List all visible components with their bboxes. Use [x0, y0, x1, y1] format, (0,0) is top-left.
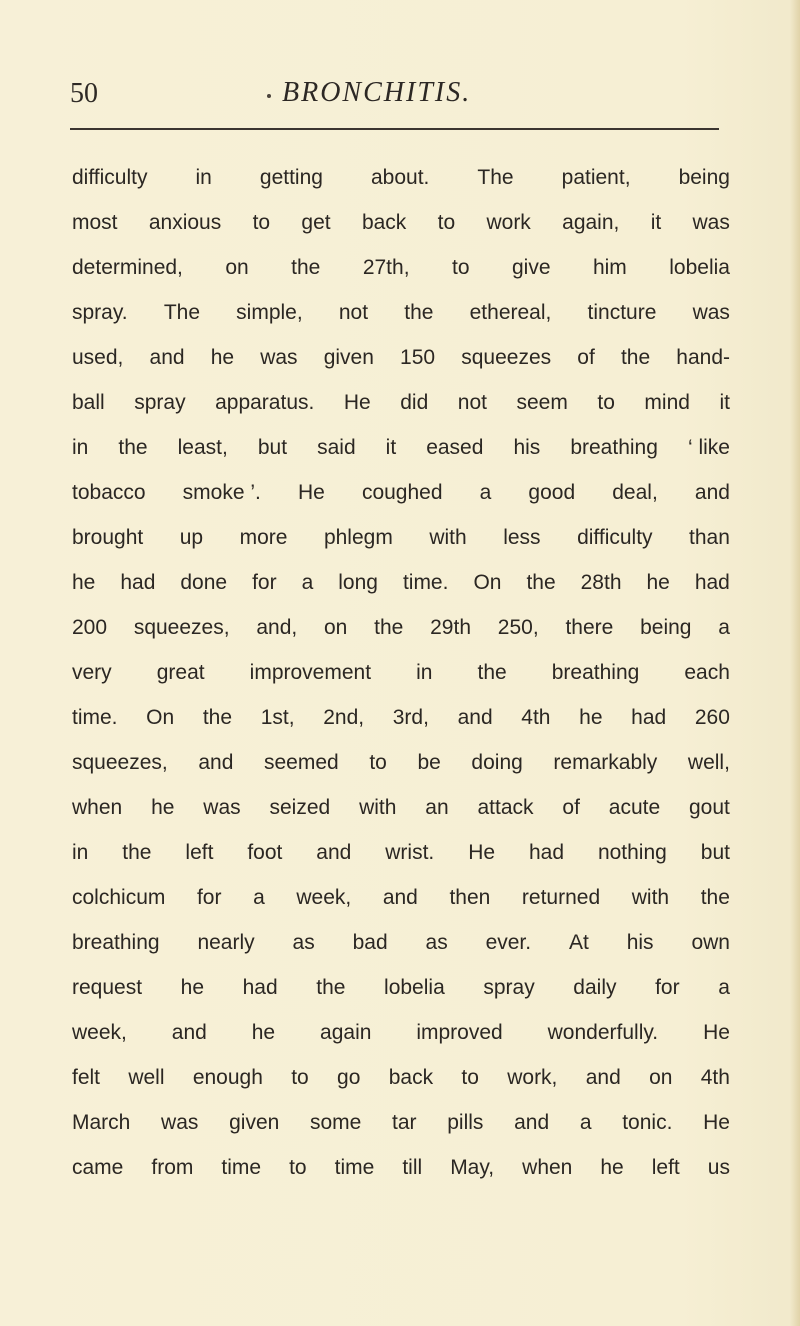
body-word: in: [195, 166, 212, 189]
body-word: spray: [134, 391, 186, 414]
body-word: work: [486, 211, 531, 234]
body-word: felt: [72, 1066, 101, 1089]
body-word: left: [651, 1156, 680, 1179]
body-word: very: [72, 661, 112, 684]
body-line: [72, 200, 730, 245]
body-word: and: [316, 841, 352, 864]
body-word: ethereal,: [469, 301, 552, 324]
body-word: acute: [608, 796, 661, 819]
body-word: the: [404, 301, 434, 324]
body-word: attack: [477, 796, 534, 819]
body-word: the: [202, 706, 233, 729]
body-word: with: [429, 526, 467, 549]
body-word: smoke ’.: [182, 481, 261, 504]
body-word: he: [72, 571, 96, 594]
body-word: and: [171, 1021, 207, 1044]
body-word: of: [562, 796, 580, 819]
body-word: on: [649, 1066, 673, 1089]
body-word: to: [291, 1066, 309, 1089]
body-word: seemed: [264, 751, 339, 774]
body-word: to: [289, 1156, 307, 1179]
body-word: most: [72, 211, 118, 234]
body-word: a: [301, 571, 314, 594]
body-line: [72, 1010, 730, 1055]
body-word: given: [323, 346, 374, 369]
body-word: was: [161, 1111, 199, 1134]
body-word: it: [719, 391, 730, 414]
body-word: had: [528, 841, 565, 864]
body-word: squeezes,: [72, 751, 168, 774]
body-word: 28th: [580, 571, 622, 594]
body-word: difficulty: [577, 526, 653, 549]
body-word: enough: [192, 1066, 263, 1089]
body-word: improved: [416, 1021, 503, 1044]
body-word: he: [210, 346, 235, 369]
body-word: when: [72, 796, 123, 819]
body-word: breathing: [72, 931, 160, 954]
body-word: and: [457, 706, 493, 729]
body-word: an: [425, 796, 449, 819]
body-word: done: [180, 571, 228, 594]
body-word: the: [118, 436, 148, 459]
body-word: less: [503, 526, 541, 549]
body-word: left: [185, 841, 214, 864]
body-word: and: [382, 886, 418, 909]
body-line: [72, 470, 730, 515]
body-word: 27th,: [362, 256, 410, 279]
body-word: was: [260, 346, 298, 369]
body-word: came: [72, 1156, 124, 1179]
body-word: but: [257, 436, 288, 459]
body-word: coughed: [361, 481, 443, 504]
body-line: [72, 965, 730, 1010]
body-word: ‘ like: [687, 436, 730, 459]
body-word: he: [251, 1021, 276, 1044]
body-word: He: [703, 1111, 730, 1134]
body-word: He: [468, 841, 496, 864]
body-word: with: [359, 796, 397, 819]
body-word: when: [522, 1156, 573, 1179]
body-word: remarkably: [553, 751, 658, 774]
body-line: [72, 740, 730, 785]
body-word: 3rd,: [392, 706, 429, 729]
body-word: a: [253, 886, 265, 909]
body-word: 4th: [521, 706, 551, 729]
body-word: in: [72, 841, 89, 864]
body-word: the: [122, 841, 152, 864]
body-line: [72, 335, 730, 380]
body-line: [72, 380, 730, 425]
body-word: in: [72, 436, 89, 459]
body-word: him: [592, 256, 627, 279]
body-word: to: [369, 751, 387, 774]
running-head: BRONCHITIS.: [282, 77, 472, 108]
body-text: [72, 155, 730, 1190]
body-word: March: [72, 1111, 131, 1134]
body-word: he: [600, 1156, 624, 1179]
header-separator-dot: [267, 94, 271, 98]
page-edge-shadow: [790, 0, 800, 1326]
body-word: and: [694, 481, 730, 504]
body-word: there: [565, 616, 614, 639]
body-word: deal,: [612, 481, 658, 504]
page-number: 50: [70, 78, 98, 109]
body-word: nearly: [197, 931, 255, 954]
body-word: and: [149, 346, 185, 369]
body-word: getting: [259, 166, 323, 189]
body-word: each: [684, 661, 730, 684]
body-word: He: [343, 391, 371, 414]
body-word: week,: [296, 886, 352, 909]
body-line: [72, 155, 730, 200]
header-rule: [70, 128, 719, 130]
body-line: [72, 425, 730, 470]
body-word: had: [631, 706, 667, 729]
body-word: back: [361, 211, 407, 234]
body-line: [72, 650, 730, 695]
body-word: simple,: [236, 301, 303, 324]
body-word: foot: [247, 841, 283, 864]
body-line: [72, 920, 730, 965]
body-word: given: [229, 1111, 280, 1134]
body-word: and: [585, 1066, 621, 1089]
body-word: 29th: [430, 616, 471, 639]
body-word: from: [151, 1156, 194, 1179]
body-word: for: [252, 571, 277, 594]
body-word: time.: [72, 706, 118, 729]
body-word: bad: [352, 931, 388, 954]
body-word: he: [151, 796, 175, 819]
body-word: in: [416, 661, 433, 684]
body-word: improvement: [249, 661, 372, 684]
body-word: mind: [644, 391, 690, 414]
body-word: as: [292, 931, 315, 954]
body-line: [72, 605, 730, 650]
body-word: lobelia: [669, 256, 730, 279]
body-word: the: [700, 886, 730, 909]
body-line: [72, 515, 730, 560]
body-word: good: [528, 481, 576, 504]
body-word: the: [620, 346, 651, 369]
body-line: [72, 1100, 730, 1145]
body-word: time: [334, 1156, 375, 1179]
body-word: He: [297, 481, 325, 504]
body-word: was: [203, 796, 241, 819]
body-word: The: [163, 301, 200, 324]
body-word: lobelia: [384, 976, 445, 999]
body-word: brought: [72, 526, 144, 549]
body-word: he: [180, 976, 204, 999]
body-word: the: [477, 661, 507, 684]
body-word: not: [338, 301, 369, 324]
body-word: great: [156, 661, 205, 684]
body-word: to: [461, 1066, 479, 1089]
body-word: squeezes,: [133, 616, 230, 639]
body-word: breathing: [570, 436, 658, 459]
body-word: to: [252, 211, 271, 234]
body-word: the: [316, 976, 346, 999]
body-word: to: [437, 211, 456, 234]
body-word: hand-: [676, 346, 730, 369]
body-word: not: [457, 391, 487, 414]
body-word: did: [400, 391, 429, 414]
body-word: apparatus.: [215, 391, 315, 414]
body-word: patient,: [561, 166, 631, 189]
body-word: request: [72, 976, 143, 999]
body-line: [72, 695, 730, 740]
body-word: his: [626, 931, 654, 954]
body-word: on: [324, 616, 348, 639]
body-word: to: [597, 391, 615, 414]
body-word: it: [650, 211, 662, 234]
body-line: [72, 1145, 730, 1190]
body-word: he: [579, 706, 603, 729]
body-word: had: [242, 976, 278, 999]
body-word: wonderfully.: [547, 1021, 659, 1044]
body-word: He: [703, 1021, 730, 1044]
body-word: but: [700, 841, 730, 864]
body-word: anxious: [148, 211, 222, 234]
body-word: be: [417, 751, 441, 774]
body-line: [72, 875, 730, 920]
body-word: doing: [471, 751, 523, 774]
body-word: he: [646, 571, 670, 594]
body-word: and,: [256, 616, 298, 639]
body-word: the: [374, 616, 404, 639]
page-header: [70, 74, 720, 114]
body-line: [72, 245, 730, 290]
body-word: it: [385, 436, 397, 459]
body-word: was: [692, 211, 730, 234]
body-word: get: [301, 211, 331, 234]
body-word: said: [317, 436, 356, 459]
body-word: more: [239, 526, 288, 549]
body-word: up: [179, 526, 204, 549]
body-word: tobacco: [72, 481, 146, 504]
body-word: for: [196, 886, 222, 909]
body-word: On: [473, 571, 502, 594]
body-word: daily: [573, 976, 617, 999]
body-word: seem: [516, 391, 568, 414]
body-word: a: [479, 481, 492, 504]
body-word: well: [128, 1066, 165, 1089]
body-word: us: [707, 1156, 730, 1179]
body-word: well,: [687, 751, 730, 774]
body-word: and: [514, 1111, 550, 1134]
body-word: tar: [392, 1111, 417, 1134]
body-word: then: [449, 886, 491, 909]
body-word: about.: [371, 166, 430, 189]
body-word: spray.: [72, 301, 128, 324]
body-word: being: [678, 166, 730, 189]
body-word: his: [513, 436, 541, 459]
body-word: ball: [72, 391, 105, 414]
body-word: At: [568, 931, 589, 954]
body-word: on: [225, 256, 249, 279]
body-word: work,: [507, 1066, 558, 1089]
body-word: May,: [450, 1156, 495, 1179]
body-word: On: [146, 706, 175, 729]
body-word: of: [577, 346, 595, 369]
body-word: used,: [72, 346, 124, 369]
body-line: [72, 830, 730, 875]
body-line: [72, 290, 730, 335]
body-word: again: [320, 1021, 372, 1044]
body-word: the: [526, 571, 556, 594]
body-word: 260: [694, 706, 730, 729]
body-word: with: [631, 886, 670, 909]
body-word: returned: [521, 886, 601, 909]
body-word: eased: [426, 436, 484, 459]
body-word: ever.: [485, 931, 532, 954]
body-word: give: [511, 256, 551, 279]
body-word: 250,: [497, 616, 539, 639]
body-word: difficulty: [72, 166, 148, 189]
body-word: pills: [447, 1111, 484, 1134]
body-word: had: [694, 571, 730, 594]
body-word: colchicum: [72, 886, 166, 909]
body-word: week,: [72, 1021, 127, 1044]
body-word: 4th: [700, 1066, 730, 1089]
body-word: was: [692, 301, 730, 324]
body-word: go: [337, 1066, 361, 1089]
body-line: [72, 1055, 730, 1100]
body-word: till: [402, 1156, 423, 1179]
body-word: for: [655, 976, 680, 999]
body-word: and: [198, 751, 234, 774]
body-word: 200: [72, 616, 108, 639]
body-line: [72, 560, 730, 605]
body-word: time.: [402, 571, 449, 594]
body-word: again,: [562, 211, 620, 234]
body-word: some: [309, 1111, 362, 1134]
body-word: 1st,: [260, 706, 295, 729]
body-word: gout: [689, 796, 730, 819]
body-word: tonic.: [622, 1111, 673, 1134]
body-word: time: [221, 1156, 262, 1179]
body-word: nothing: [597, 841, 667, 864]
body-word: back: [388, 1066, 434, 1089]
body-word: phlegm: [323, 526, 393, 549]
body-word: had: [120, 571, 156, 594]
body-word: being: [640, 616, 692, 639]
body-line: [72, 785, 730, 830]
body-word: a: [718, 616, 730, 639]
body-word: the: [291, 256, 321, 279]
body-word: spray: [483, 976, 535, 999]
body-word: least,: [177, 436, 228, 459]
body-word: a: [579, 1111, 592, 1134]
body-word: determined,: [72, 256, 183, 279]
body-word: wrist.: [385, 841, 435, 864]
body-word: tincture: [587, 301, 657, 324]
body-word: long: [338, 571, 378, 594]
body-word: 2nd,: [323, 706, 365, 729]
body-word: 150: [400, 346, 436, 369]
body-word: own: [691, 931, 730, 954]
body-word: a: [718, 976, 730, 999]
body-word: squeezes: [461, 346, 552, 369]
body-word: The: [477, 166, 514, 189]
body-word: breathing: [551, 661, 640, 684]
body-word: to: [452, 256, 470, 279]
body-word: seized: [269, 796, 331, 819]
body-word: as: [425, 931, 448, 954]
body-word: than: [689, 526, 730, 549]
